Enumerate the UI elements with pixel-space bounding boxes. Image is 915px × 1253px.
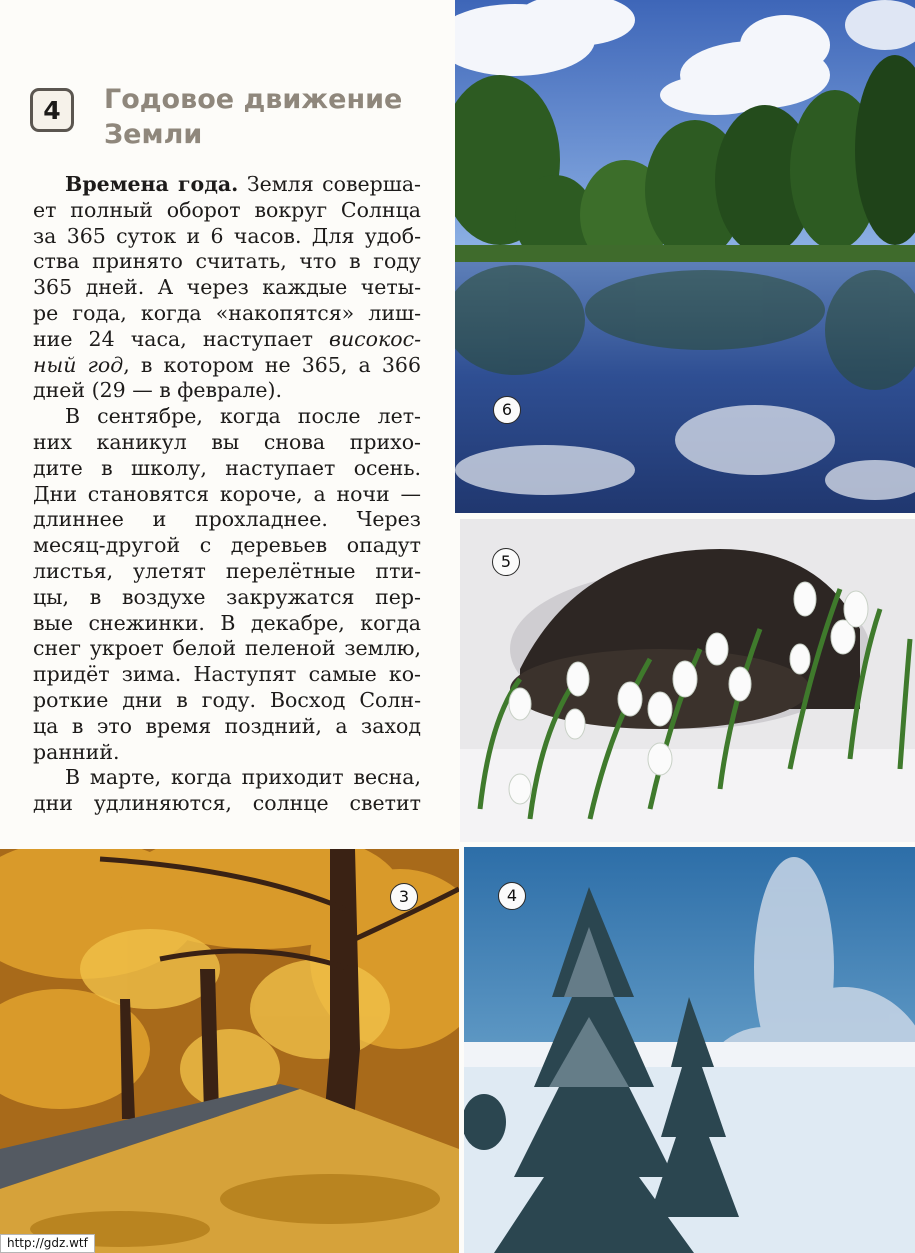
- text-line: листья, улетят перелётные пти-: [33, 558, 421, 583]
- text-line: ранний.: [33, 739, 120, 764]
- text-line: ре года, когда «накопятся» лиш-: [33, 300, 421, 325]
- autumn-road-illustration: [0, 849, 459, 1253]
- spring-snowdrops-photo: [460, 519, 915, 842]
- text-line: дите в школу, наступает осень.: [33, 455, 421, 480]
- section-number-badge: 4: [30, 88, 74, 132]
- text-line: ет полный оборот вокруг Солнца: [33, 197, 421, 222]
- text-line: роткие дни в году. Восход Солн-: [33, 687, 421, 712]
- text-line: цы, в воздухе закружатся пер-: [33, 584, 421, 609]
- term-leap-year-part1: високос-: [329, 326, 421, 351]
- paragraph-lead: Времена года.: [65, 172, 239, 196]
- term-leap-year-part2: ный год: [33, 352, 124, 377]
- photo-number-3: 3: [390, 883, 418, 911]
- text-line: длиннее и прохладнее. Через: [33, 507, 421, 532]
- photo-number-6: 6: [493, 396, 521, 424]
- section-title-line-1: Годовое движение: [104, 84, 403, 115]
- text-line: В сентябре, когда после лет-: [65, 404, 421, 429]
- text-line: дней (29 — в феврале).: [33, 378, 283, 403]
- text-line: 365 дней. А через каждые четы-: [33, 275, 421, 300]
- text-line: вые снежинки. В декабре, когда: [33, 610, 421, 635]
- text-line: снег укроет белой пеленой землю,: [33, 636, 421, 661]
- text-line: придёт зима. Наступят самые ко-: [33, 662, 421, 687]
- summer-lake-illustration: [455, 0, 915, 513]
- watermark: http://gdz.wtf: [0, 1234, 95, 1253]
- photo-number-4: 4: [498, 882, 526, 910]
- body-text: [33, 172, 421, 817]
- text-line: месяц-другой с деревьев опадут: [33, 533, 421, 558]
- snowdrops-illustration: [460, 519, 915, 842]
- text-line: дни удлиняются, солнце светит: [33, 791, 421, 816]
- section-title-line-2: Земли: [104, 119, 203, 150]
- section-title: [104, 82, 434, 152]
- text-line: ние 24 часа, наступает високос-: [33, 326, 421, 351]
- winter-spruce-illustration: [464, 847, 915, 1253]
- text-line: Времена года. Земля соверша-: [65, 172, 421, 196]
- text-line: них каникул вы снова прихо-: [33, 429, 421, 454]
- photo-number-5: 5: [492, 548, 520, 576]
- text-line: ный год, в котором не 365, а 366: [33, 352, 421, 377]
- text-line: за 365 суток и 6 часов. Для удоб-: [33, 223, 421, 248]
- autumn-road-photo: [0, 849, 459, 1253]
- summer-lake-photo: [455, 0, 915, 513]
- text-line: В марте, когда приходит весна,: [65, 765, 421, 790]
- text-line: Дни становятся короче, а ночи —: [33, 481, 421, 506]
- text-line: ца в это время поздний, а заход: [33, 713, 421, 738]
- winter-spruce-photo: [464, 847, 915, 1253]
- text-line: ства принято считать, что в году: [33, 249, 421, 274]
